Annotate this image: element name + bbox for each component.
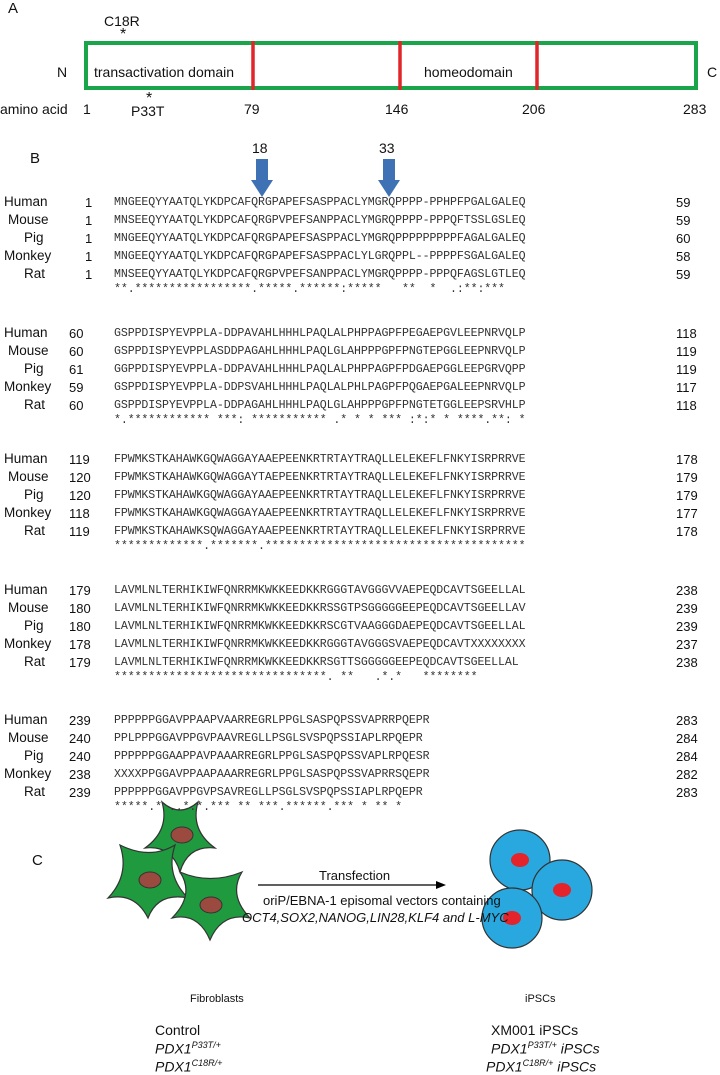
sequence-row: FPWMKSTKAHAWKGQWAGGAYTAEPEENKRTRTAYTRAQLLELEKEFLFNKYISRPRRVE [114, 471, 526, 484]
species-label: Rat [24, 397, 46, 412]
transfection-arrow-head [436, 881, 446, 889]
transfection-label: Transfection [319, 868, 391, 883]
species-label: Monkey [4, 248, 52, 263]
species-label: Monkey [4, 505, 52, 520]
row-end-position: 238 [676, 655, 698, 670]
species-label: Human [4, 712, 48, 727]
row-start-position: 180 [69, 619, 91, 634]
row-start-position: 179 [69, 655, 91, 670]
row-start-position: 179 [69, 583, 91, 598]
row-end-position: 118 [676, 398, 697, 413]
row-end-position: 59 [676, 195, 691, 210]
sequence-row: GSPPDISPYEVPPLA-DDPSVAHLHHHLPAQLALPHLPAGPFPQGAEPGALEEPNRVQLP [114, 381, 526, 394]
species-label: Monkey [4, 636, 52, 651]
mutation-c18r-label: C18R [104, 13, 140, 29]
row-end-position: 238 [676, 583, 698, 598]
sequence-row: MNGEEQYYAATQLYKDPCAFQRGPAPEFSASPPACLYMGRQPPPP-PPHPFPGALGALEQ [114, 196, 526, 209]
sequence-row: LAVMLNLTERHIKIWFQNRRMKWKKEEDKKRSCGTVAAGGGDAEPEQDCAVTSGEELLAL [114, 620, 526, 633]
row-end-position: 239 [676, 601, 698, 616]
row-start-position: 120 [69, 470, 91, 485]
species-label: Monkey [4, 766, 52, 781]
fibroblasts-label: Fibroblasts [190, 993, 244, 1005]
sequence-row: GSPPDISPYEVPPLASDDPAGAHLHHHLPAQLGLAHPPPGPFPNGTEPGGLEEPNRVQLP [114, 345, 526, 358]
species-label: Human [4, 194, 48, 209]
sequence-row: LAVMLNLTERHIKIWFQNRRMKWKKEEDKKRGGGTAVGGGSVAEPEQDCAVTXXXXXXXX [114, 638, 526, 651]
sequence-row: PPLPPPGGAVPPGVPAAVREGLLPSGLSVSPQPSSIAPLRPQEPR [114, 732, 423, 745]
panel-b-letter: B [30, 150, 41, 167]
species-label: Pig [24, 361, 44, 376]
row-end-position: 119 [676, 362, 697, 377]
row-end-position: 284 [676, 731, 698, 746]
sequence-row: MNGEEQYYAATQLYKDPCAFQRGPAPEFSASPPACLYLGRQPPL--PPPPFSGALGALEQ [114, 250, 526, 263]
row-end-position: 59 [676, 267, 691, 282]
row-end-position: 119 [676, 344, 697, 359]
sequence-row: LAVMLNLTERHIKIWFQNRRMKWKKEEDKKRSGTTSGGGGGEEPEQDCAVTSGEELLAL [114, 656, 519, 669]
position-79: 79 [244, 101, 260, 117]
species-label: Mouse [8, 730, 49, 745]
species-label: Human [4, 582, 48, 597]
sequence-row: XXXXPPGGAVPPAAPAAARREGRLPPGLSASPQPSSVAPRRSQEPR [114, 768, 430, 781]
position-146: 146 [385, 101, 409, 117]
row-start-position: 1 [85, 231, 93, 246]
row-end-position: 282 [676, 767, 698, 782]
species-label: Pig [24, 230, 44, 245]
species-label: Pig [24, 618, 44, 633]
row-start-position: 118 [69, 506, 90, 521]
amino-acid-label: amino acid [0, 101, 68, 117]
mutation-p33t-label: P33T [131, 103, 165, 119]
row-start-position: 180 [69, 601, 91, 616]
row-end-position: 283 [676, 785, 698, 800]
row-end-position: 178 [676, 524, 698, 539]
species-label: Rat [24, 523, 46, 538]
species-label: Rat [24, 784, 46, 799]
sequence-row: MNSEEQYYAATQLYKDPCAFQRGPVPEFSANPPACLYMGRQPPPP-PPPQFTSSLGSLEQ [114, 214, 526, 227]
sequence-row: GGPPDISPYEVPPLA-DDPAVAHLHHHLPAQLALPHPPAGPFPDGAEPGGLEEPGRVQPP [114, 363, 526, 376]
arrow-18 [251, 159, 273, 197]
consensus-row: *************.*******.************************************** [114, 540, 526, 553]
sequence-row: FPWMKSTKAHAWKSQWAGGAYAAEPEENKRTRTAYTRAQLLELEKEFLFNKYISRPRRVE [114, 525, 526, 538]
row-start-position: 120 [69, 488, 91, 503]
row-end-position: 117 [676, 380, 697, 395]
position-206: 206 [522, 101, 546, 117]
sequence-row: FPWMKSTKAHAWKGQWAGGAYAAEPEENKRTRTAYTRAQLLELEKEFLFNKYISRPRRVE [114, 489, 526, 502]
row-start-position: 60 [69, 398, 84, 413]
row-end-position: 177 [676, 506, 698, 521]
row-end-position: 283 [676, 713, 698, 728]
n-terminus-label: N [57, 64, 68, 80]
row-end-position: 284 [676, 749, 698, 764]
ipscs-label: iPSCs [525, 993, 556, 1005]
row-start-position: 59 [69, 380, 84, 395]
position-283: 283 [683, 101, 707, 117]
mutation-p33t-asterisk: * [146, 90, 153, 107]
row-start-position: 240 [69, 749, 91, 764]
row-start-position: 61 [69, 362, 84, 377]
transactivation-domain-label: transactivation domain [94, 64, 235, 80]
sequence-row: MNSEEQYYAATQLYKDPCAFQRGPVPEFSANPPACLYMGRQPPPP-PPPQFAGSLGTLEQ [114, 268, 526, 281]
caption-xm001-ipscs: XM001 iPSCs [491, 1022, 579, 1038]
vectors-line-1: oriP/EBNA-1 episomal vectors containing [263, 893, 501, 908]
row-start-position: 239 [69, 713, 91, 728]
consensus-row: *****.* ..*.*.*** ** ***.******.*** * ** * [114, 801, 403, 814]
mutation-c18r-asterisk: * [120, 26, 127, 43]
species-label: Pig [24, 487, 44, 502]
row-start-position: 60 [69, 344, 84, 359]
caption-pdx1-p33t-ipscs: $PDX1^{P33T/+}$ iPSCs [491, 1040, 600, 1057]
row-start-position: 240 [69, 731, 91, 746]
sequence-row: FPWMKSTKAHAWKGQWAGGAYAAEPEENKRTRTAYTRAQLLELEKEFLFNKYISRPRRVE [114, 507, 526, 520]
row-end-position: 237 [676, 637, 698, 652]
sequence-row: GSPPDISPYEVPPLA-DDPAVAHLHHHLPAQLALPHPPAGPFPEGAEPGVLEEPNRVQLP [114, 327, 526, 340]
sequence-row: MNGEEQYYAATQLYKDPCAFQRGPAPEFSASPPACLYMGRQPPPPPPPPPFAGALGALEQ [114, 232, 526, 245]
homeodomain-label: homeodomain [424, 64, 513, 80]
sequence-row: PPPPPPGGAAPPAVPAAARREGRLPPGLSASPQPSSVAPLRPQESR [114, 750, 430, 763]
species-label: Mouse [8, 212, 49, 227]
vectors-line-2: OCT4,SOX2,NANOG,LIN28,KLF4 and L-MYC [242, 910, 509, 925]
row-end-position: 179 [676, 488, 698, 503]
row-start-position: 1 [85, 195, 93, 210]
row-start-position: 238 [69, 767, 91, 782]
arrow-18-label: 18 [252, 140, 268, 156]
sequence-row: LAVMLNLTERHIKIWFQNRRMKWKKEEDKKRSSGTPSGGGGGEEPEQDCAVTSGEELLAV [114, 602, 526, 615]
row-end-position: 118 [676, 326, 697, 341]
position-1: 1 [83, 101, 91, 117]
row-end-position: 179 [676, 470, 698, 485]
row-end-position: 239 [676, 619, 698, 634]
species-label: Pig [24, 748, 44, 763]
row-start-position: 239 [69, 785, 91, 800]
consensus-row: **.*****************.*****.******:***** ** * .:**:*** [114, 283, 505, 296]
sequence-row: LAVMLNLTERHIKIWFQNRRMKWKKEEDKKRGGGTAVGGGVVAEPEQDCAVTSGEELLAL [114, 584, 526, 597]
species-label: Mouse [8, 469, 49, 484]
row-start-position: 119 [69, 452, 90, 467]
species-label: Rat [24, 654, 46, 669]
row-end-position: 59 [676, 213, 691, 228]
row-start-position: 1 [85, 267, 93, 282]
species-label: Human [4, 451, 48, 466]
species-label: Monkey [4, 379, 52, 394]
fibroblast-cell-3 [172, 872, 250, 940]
row-start-position: 119 [69, 524, 90, 539]
species-label: Rat [24, 266, 46, 281]
panel-c-letter: C [32, 852, 43, 869]
caption-pdx1-p33t: $PDX1^{P33T/+}$ [155, 1040, 221, 1057]
caption-pdx1-c18r-ipscs: $PDX1^{C18R/+}$ iPSCs [486, 1058, 597, 1075]
row-start-position: 178 [69, 637, 91, 652]
arrow-33-label: 33 [379, 140, 395, 156]
arrow-33 [378, 159, 400, 197]
species-label: Mouse [8, 343, 49, 358]
sequence-row: GSPPDISPYEVPPLA-DDPAGAHLHHHLPAQLGLAHPPPGPFPNGTETGGLEEPSRVHLP [114, 399, 526, 412]
consensus-row: *******************************. ** .*.* ******** [114, 671, 478, 684]
sequence-row: FPWMKSTKAHAWKGQWAGGAYAAEPEENKRTRTAYTRAQLLELEKEFLFNKYISRPRRVE [114, 453, 526, 466]
sequence-row: PPPPPPGGAVPPAAPVAARREGRLPPGLSASPQPSSVAPRRPQEPR [114, 714, 430, 727]
row-start-position: 1 [85, 213, 93, 228]
row-end-position: 60 [676, 231, 691, 246]
caption-pdx1-c18r: $PDX1^{C18R/+}$ [155, 1058, 223, 1075]
panel-a-letter: A [8, 0, 19, 17]
row-start-position: 60 [69, 326, 84, 341]
caption-control: Control [155, 1022, 201, 1038]
sequence-row: PPPPPPGGAVPPGVPSAVREGLLPSGLSVSPQPSSIAPLRPQEPR [114, 786, 423, 799]
row-end-position: 58 [676, 249, 691, 264]
species-label: Human [4, 325, 48, 340]
species-label: Mouse [8, 600, 49, 615]
c-terminus-label: C [707, 64, 718, 80]
row-end-position: 178 [676, 452, 698, 467]
row-start-position: 1 [85, 249, 93, 264]
consensus-row: *.************ ***: *********** .* * * *** :*:* * ****.**: * [114, 414, 526, 427]
